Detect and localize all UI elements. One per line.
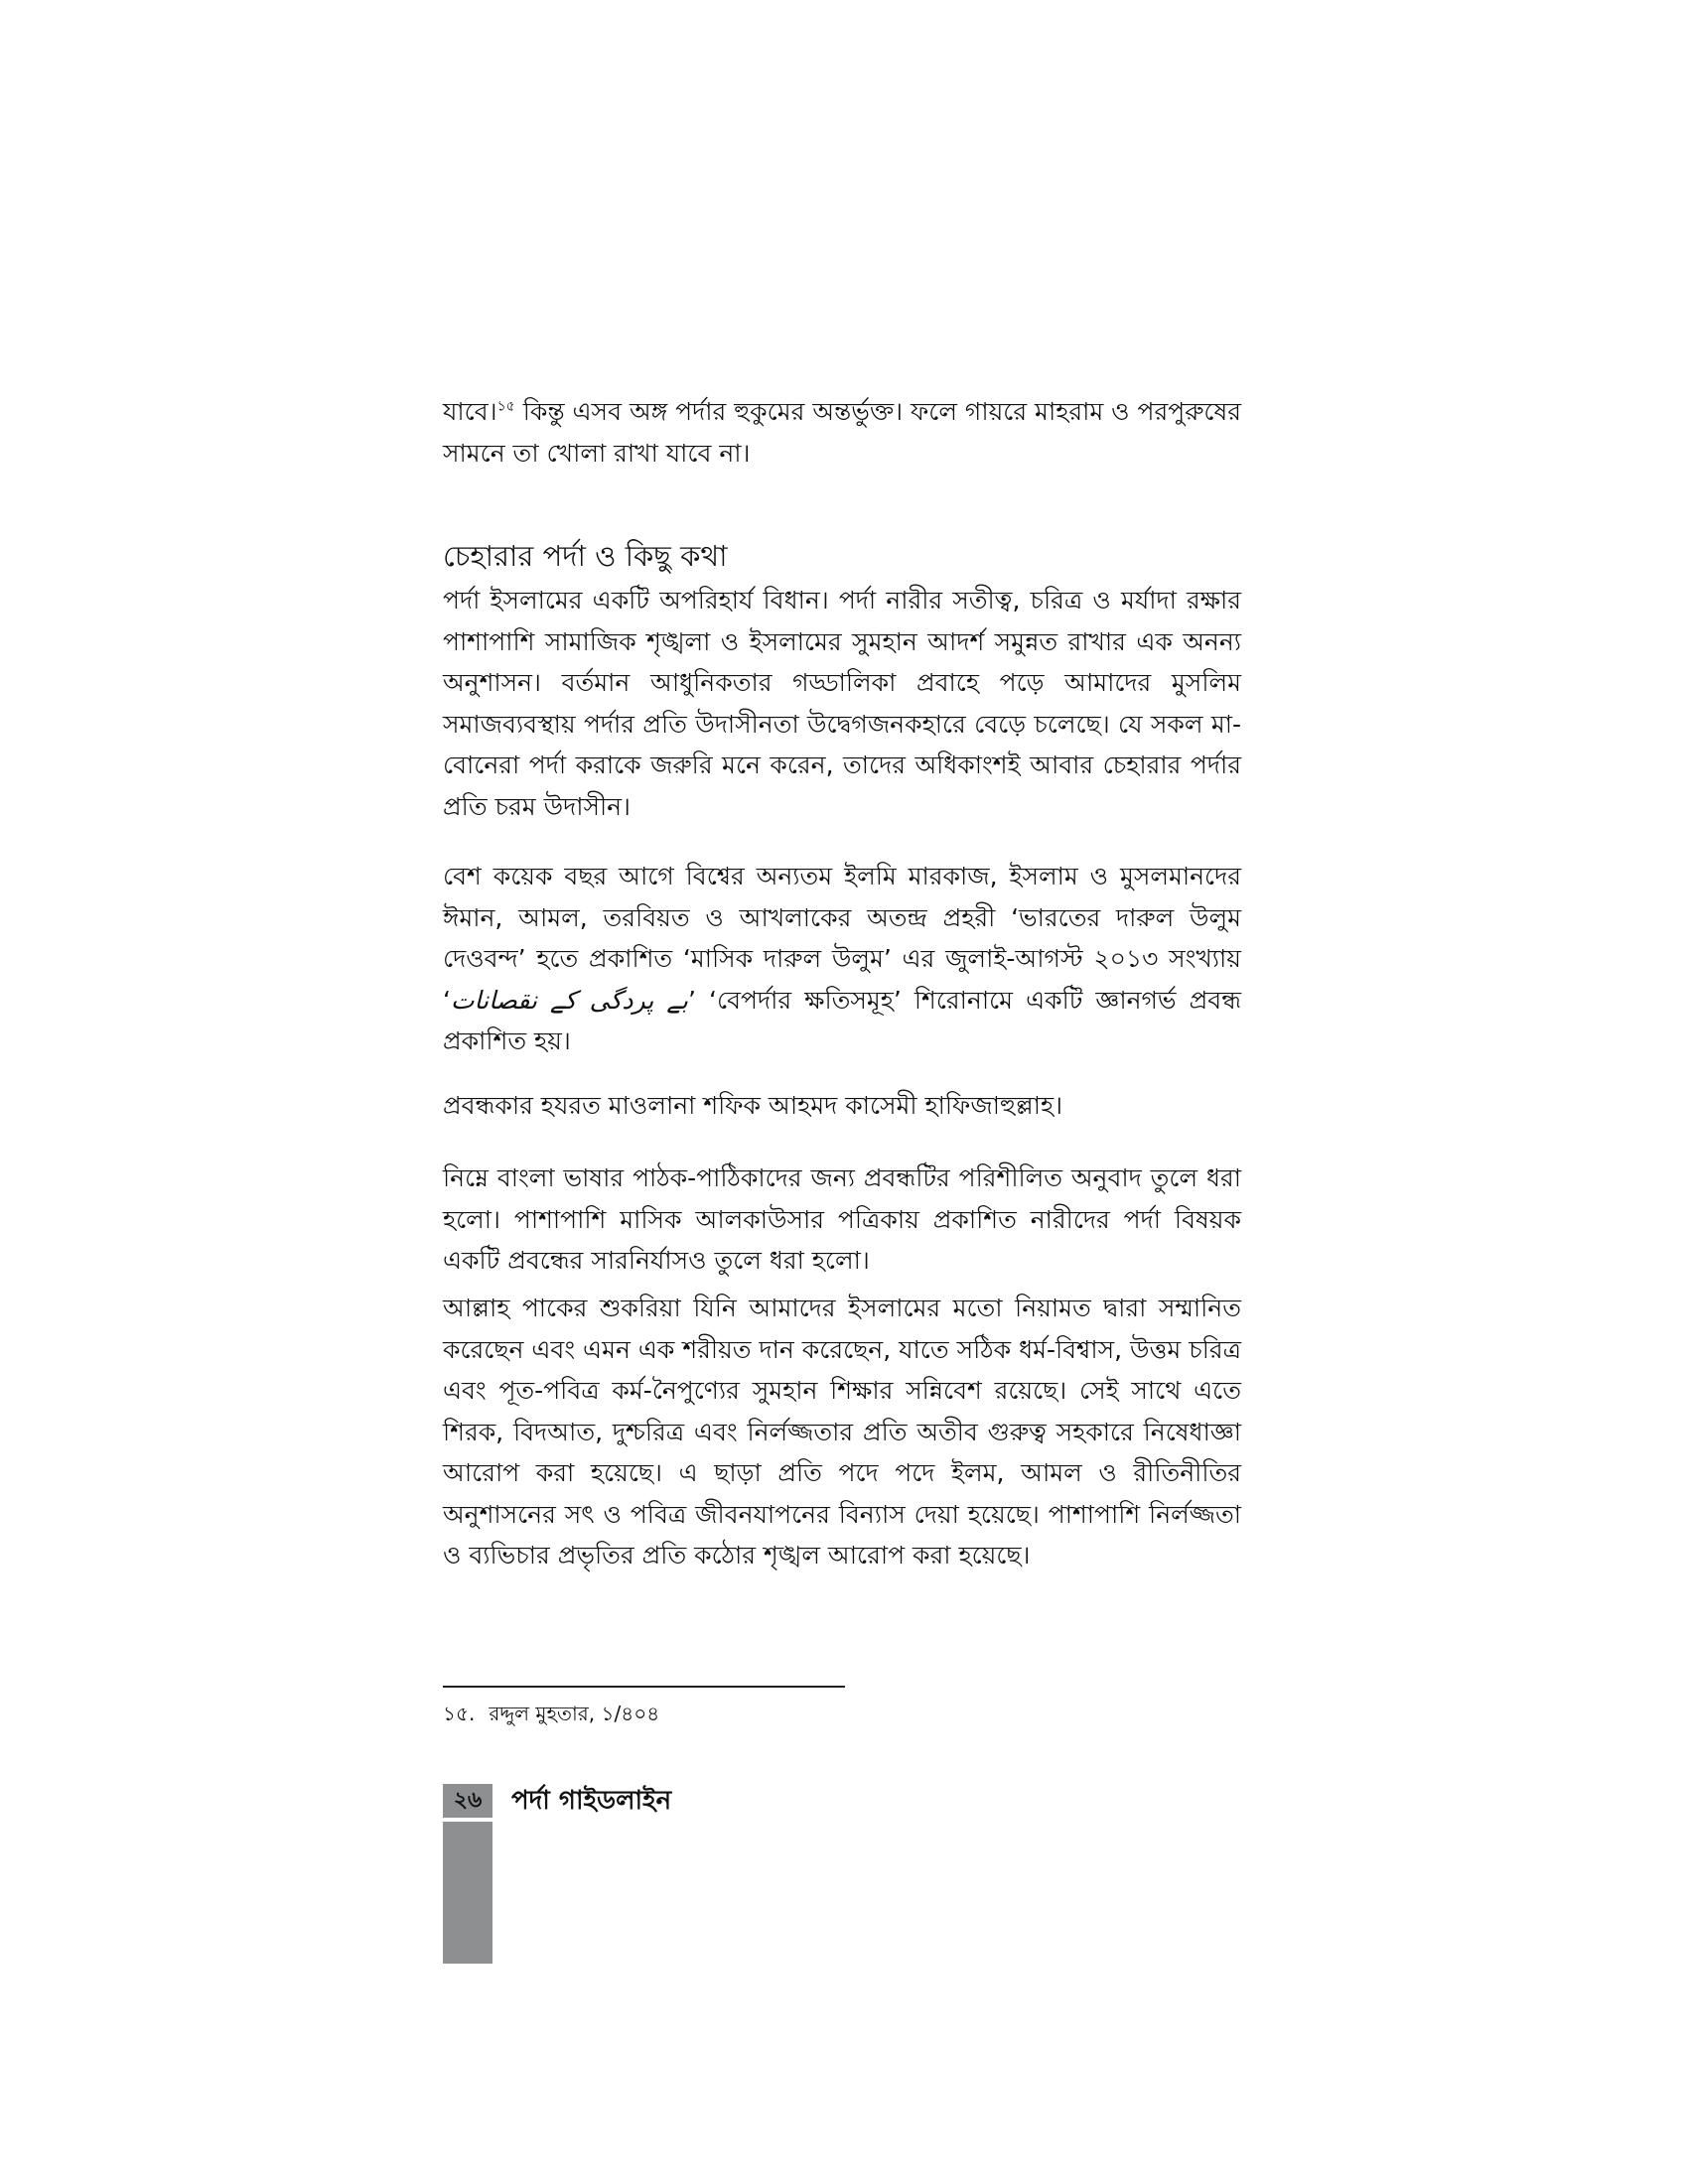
paragraph-2-part2: ’ ‘বেপর্দার ক্ষতিসমূহ’ শিরোনামে একটি জ্ঞানগর্ভ প্রবন্ধ প্রকাশিত হয়। bbox=[443, 985, 1241, 1055]
paragraph-2-part1: বেশ কয়েক বছর আগে বিশ্বের অন্যতম ইলমি মারকাজ, ইসলাম ও মুসলমানদের ঈমান, আমল, তরবিয়ত ও আখলাকের অতন্দ্র প্রহরী ‘ভারতের দারুল উলুম দেওবন্দ’ হতে প্রকাশিত ‘মাসিক দারুল উলুম’ এর জুলাই-আগস্ট ২০১৩ সংখ্যায় ‘ bbox=[443, 862, 1241, 1015]
continuation-text: যাবে। bbox=[443, 397, 497, 426]
footnote-number: ১৫. bbox=[443, 1702, 476, 1725]
paragraph-3: প্রবন্ধকার হযরত মাওলানা শফিক আহমদ কাসেমী হাফিজাহুল্লাহ। bbox=[443, 1091, 1063, 1120]
page-number: ২৬ bbox=[453, 1788, 483, 1813]
paragraph-2 bbox=[443, 856, 1241, 1062]
continuation-paragraph bbox=[443, 391, 1241, 474]
paragraph-4: নিম্নে বাংলা ভাষার পাঠক-পাঠিকাদের জন্য প্রবন্ধটির পরিশীলিত অনুবাদ তুলে ধরা হলো। পাশাপাশি মাসিক আলকাউসার পত্রিকায় প্রকাশিত নারীদের পর্দা বিষয়ক একটি প্রবন্ধের সারনির্যাসও তুলে ধরা হলো। bbox=[443, 1163, 1241, 1275]
section-heading: চেহারার পর্দা ও কিছু কথা bbox=[443, 539, 728, 573]
continuation-rest: কিন্তু এসব অঙ্গ পর্দার হুকুমের অন্তর্ভুক্ত। ফলে গায়রে মাহরাম ও পরপুরুষের সামনে তা খোলা রাখা যাবে না। bbox=[443, 397, 1241, 468]
footnote-text: রদ্দুল মুহতার, ১/৪০৪ bbox=[489, 1702, 660, 1725]
folio-bar-bottom bbox=[443, 1822, 492, 1964]
running-title: পর্দা গাইডলাইন bbox=[511, 1786, 672, 1816]
urdu-title: بے پردگی کے نقصانات bbox=[450, 985, 688, 1015]
footnote-divider bbox=[443, 1686, 845, 1688]
footnote bbox=[443, 1700, 659, 1727]
paragraph-5: আল্লাহ পাকের শুকরিয়া যিনি আমাদের ইসলামের মতো নিয়ামত দ্বারা সম্মানিত করেছেন এবং এমন এক শরীয়ত দান করেছেন, যাতে সঠিক ধর্ম-বিশ্বাস, উত্তম চরিত্র এবং পূত-পবিত্র কর্ম-নৈপুণ্যের সুমহান শিক্ষার সন্নিবেশ রয়েছে। সেই সাথে এতে শিরক, বিদআত, দুশ্চরিত্র এবং নির্লজ্জতার প্রতি অতীব গুরুত্ব সহকারে নিষেধাজ্ঞা আরোপ করা হয়েছে। এ ছাড়া প্রতি পদে পদে ইলম, আমল ও রীতিনীতির অনুশাসনের সৎ ও পবিত্র জীবনযাপনের বিন্যাস দেয়া হয়েছে। পাশাপাশি নির্লজ্জতা ও ব্যভিচার প্রভৃতির প্রতি কঠোর শৃঙ্খল আরোপ করা হয়েছে। bbox=[443, 1294, 1241, 1570]
paragraph-1: পর্দা ইসলামের একটি অপরিহার্য বিধান। পর্দা নারীর সতীত্ব, চরিত্র ও মর্যাদা রক্ষার পাশাপাশি সামাজিক শৃঙ্খলা ও ইসলামের সুমহান আদর্শ সমুন্নত রাখার এক অনন্য অনুশাসন। বর্তমান আধুনিকতার গড্ডালিকা প্রবাহে পড়ে আমাদের মুসলিম সমাজব্যবস্থায় পর্দার প্রতি উদাসীনতা উদ্বেগজনকহারে বেড়ে চলেছে। যে সকল মা-বোনেরা পর্দা করাকে জরুরি মনে করেন, তাদের অধিকাংশই আবার চেহারার পর্দার প্রতি চরম উদাসীন। bbox=[443, 586, 1241, 821]
footnote-reference: ১৫ bbox=[496, 398, 515, 415]
